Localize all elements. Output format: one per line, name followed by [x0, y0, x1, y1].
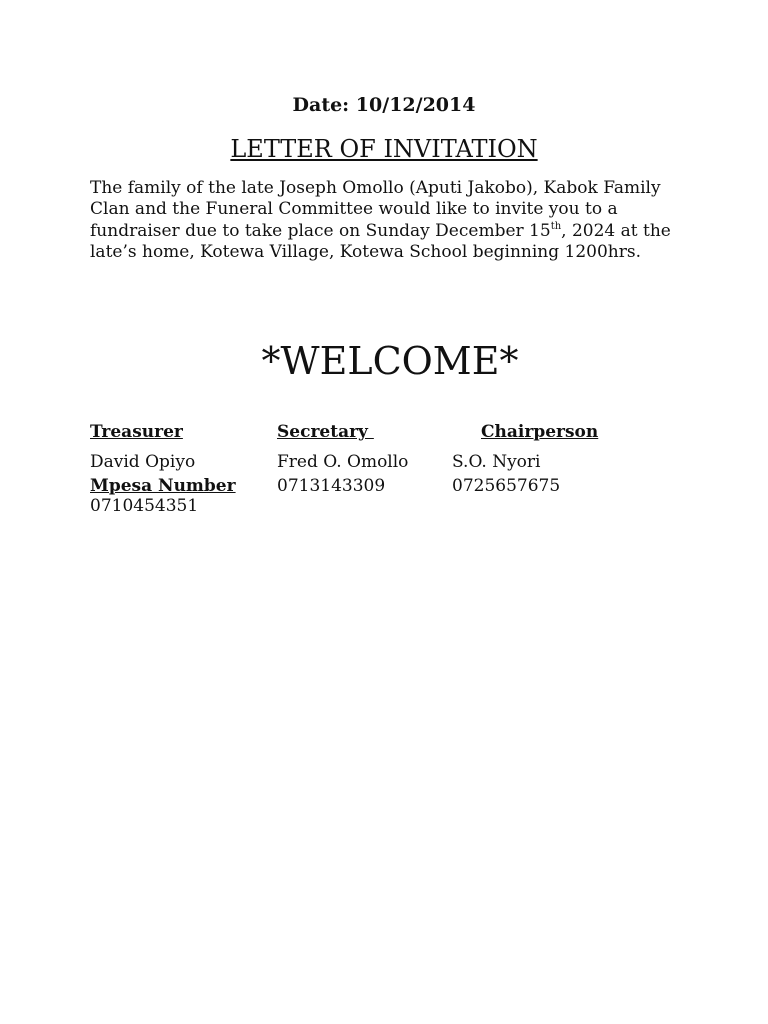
invitation-paragraph — [90, 178, 686, 264]
invitation-text-part-2: , 2024 at the late’s home, Kotewa Village, Kotewa School beginning 1200hrs. — [90, 220, 671, 263]
ordinal-suffix: th — [550, 220, 562, 232]
treasurer-name: David Opiyo — [90, 452, 196, 472]
letter-title: LETTER OF INVITATION — [230, 135, 538, 163]
chairperson-phone: 0725657675 — [452, 476, 561, 496]
secretary-phone: 0713143309 — [277, 476, 386, 496]
invitation-text-part-1: The family of the late Joseph Omollo (Aputi Jakobo), Kabok Family Clan and the Funeral Committee would like to invite you to a fundraiser due to take place on Sunday December 15 — [90, 178, 661, 241]
treasurer-phone: 0710454351 — [90, 496, 199, 516]
treasurer-heading: Treasurer — [90, 422, 183, 442]
secretary-heading: Secretary — [277, 422, 374, 442]
chairperson-name: S.O. Nyori — [452, 452, 541, 472]
welcome-banner: *WELCOME* — [261, 339, 519, 383]
letter-date: Date: 10/12/2014 — [292, 94, 476, 116]
secretary-name: Fred O. Omollo — [277, 452, 409, 472]
chairperson-heading: Chairperson — [481, 422, 599, 442]
mpesa-number-label: Mpesa Number — [90, 476, 236, 496]
